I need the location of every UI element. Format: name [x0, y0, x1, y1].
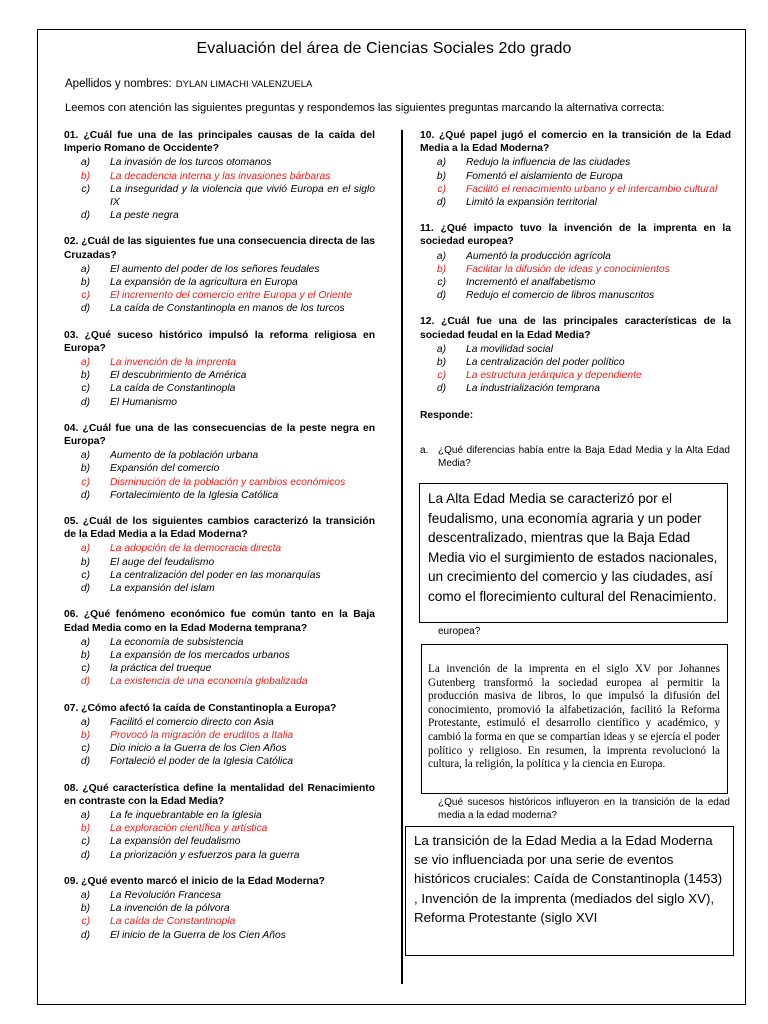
option[interactable] — [64, 449, 375, 462]
answer-box-c[interactable]: La transición de la Edad Media a la Edad Moderna se vio influenciada por una serie de eventos históricos cruciales: Caída de Constantinopla (1453) , Invención de la imprenta (mediados del siglo XV), Reforma Protestante (siglo XVI — [405, 826, 734, 956]
option-text: La centralización del poder en las monarquías — [110, 569, 321, 581]
question-block — [64, 702, 375, 769]
question-text: 03. ¿Qué suceso histórico impulsó la reforma religiosa en Europa? — [64, 329, 375, 354]
option-text: El incremento del comercio entre Europa y el Oriente — [110, 290, 353, 302]
question-block — [64, 608, 375, 688]
option-letter: d) — [80, 210, 90, 222]
option[interactable] — [64, 809, 375, 822]
option-text: La peste negra — [110, 210, 179, 222]
option-letter: c) — [81, 183, 90, 195]
option-letter: a) — [80, 636, 90, 648]
question-block — [420, 222, 731, 302]
option-letter: b) — [436, 263, 446, 275]
option-letter: b) — [436, 357, 446, 369]
question-block — [64, 422, 375, 502]
option-letter: d) — [80, 849, 90, 861]
option[interactable] — [64, 662, 375, 675]
question-text: 11. ¿Qué impacto tuvo la invención de la imprenta en la sociedad europea? — [420, 223, 731, 248]
option-letter: d) — [436, 197, 446, 209]
option-text: Facilitar la difusión de ideas y conocimientos — [466, 263, 670, 275]
option-text: Limitó la expansión territorial — [466, 197, 598, 209]
option-letter: a) — [436, 157, 446, 169]
option-letter: c) — [81, 836, 90, 848]
option-text: La expansión del islam — [110, 583, 215, 595]
option-letter: b) — [80, 556, 90, 568]
option-text: La Revolución Francesa — [110, 889, 222, 901]
option-text: La exploración científica y artística — [110, 823, 268, 835]
option-text: El inicio de la Guerra de los Cien Años — [110, 929, 286, 941]
option-letter: b) — [80, 649, 90, 661]
option-text: La movilidad social — [466, 343, 553, 355]
option-text: Fomentó el aislamiento de Europa — [466, 170, 623, 182]
question-text: 12. ¿Cuál fue una de las principales características de la sociedad feudal en la Edad Media? — [420, 316, 731, 341]
option[interactable] — [64, 582, 375, 595]
option[interactable] — [64, 649, 375, 662]
option-letter: b) — [80, 277, 90, 289]
option-text: La decadencia interna y las invasiones bárbaras — [110, 170, 331, 182]
open-question-text: ¿Qué diferencias había entre la Baja Edad Media y la Alta Edad Media? — [438, 445, 730, 469]
option-letter: d) — [436, 290, 446, 302]
option-text: La estructura jerárquica y dependiente — [466, 370, 642, 382]
option-list — [64, 809, 375, 862]
option-selected[interactable] — [420, 369, 731, 382]
option-letter: d) — [80, 929, 90, 941]
option-text: Redujo la influencia de las ciudades — [466, 157, 631, 169]
option[interactable] — [64, 276, 375, 289]
option[interactable] — [64, 755, 375, 768]
question-text: 05. ¿Cuál de los siguientes cambios caracterizó la transición de la Edad Media a la Edad Moderna? — [64, 516, 375, 541]
option[interactable] — [64, 929, 375, 942]
option-list — [64, 636, 375, 689]
option-letter: a) — [80, 157, 90, 169]
option-letter: c) — [437, 370, 446, 382]
option[interactable] — [64, 849, 375, 862]
option[interactable] — [64, 382, 375, 395]
option-selected[interactable] — [64, 822, 375, 835]
question-text: 01. ¿Cuál fue una de las principales causas de la caída del Imperio Romano de Occidente? — [64, 130, 375, 155]
option-letter: b) — [80, 370, 90, 382]
option-letter: a) — [80, 450, 90, 462]
option-letter: d) — [436, 383, 446, 395]
question-block — [64, 235, 375, 315]
option-letter: d) — [80, 583, 90, 595]
student-line — [65, 78, 312, 90]
question-block — [64, 329, 375, 409]
option-letter: a) — [80, 263, 90, 275]
option-letter: c) — [81, 663, 90, 675]
option-text: Facilitó el renacimiento urbano y el intercambio cultural — [466, 183, 718, 195]
option[interactable] — [420, 250, 731, 263]
option-text: Disminución de la población y cambios económicos — [110, 476, 346, 488]
open-question-text: ¿Qué sucesos históricos influyeron en la transición de la edad media a la edad moderna? — [438, 797, 730, 821]
option[interactable] — [64, 716, 375, 729]
option-text: La fe inquebrantable en la Iglesia — [110, 809, 262, 821]
question-block — [420, 315, 731, 395]
option-text: Aumentó la producción agrícola — [466, 250, 611, 262]
option-list — [420, 250, 731, 303]
option-text: La economía de subsistencia — [110, 636, 244, 648]
question-block — [64, 515, 375, 595]
option-text: Dio inicio a la Guerra de los Cien Años — [110, 743, 287, 755]
option-selected[interactable] — [64, 476, 375, 489]
open-question-b-tail — [420, 626, 730, 640]
option-letter: d) — [80, 303, 90, 315]
option[interactable] — [64, 302, 375, 315]
option[interactable] — [420, 382, 731, 395]
option-letter: c) — [437, 277, 446, 289]
option-letter: d) — [80, 396, 90, 408]
option-text: La existencia de una economía globalizada — [110, 676, 308, 688]
option[interactable] — [420, 170, 731, 183]
option-letter: d) — [80, 489, 90, 501]
option-list — [64, 356, 375, 409]
option-text: La caída de Constantinopla — [110, 916, 236, 928]
page-title: Evaluación del área de Ciencias Sociales 2do grado — [196, 40, 572, 57]
option-text: La invención de la pólvora — [110, 903, 230, 915]
column-divider — [401, 130, 403, 984]
option-selected[interactable] — [64, 170, 375, 183]
option[interactable] — [420, 356, 731, 369]
option[interactable] — [64, 569, 375, 582]
option-text: Aumento de la población urbana — [110, 450, 259, 462]
question-block — [64, 782, 375, 862]
option[interactable] — [64, 889, 375, 902]
option-text: La expansión de los mercados urbanos — [110, 649, 290, 661]
option-letter: c) — [81, 383, 90, 395]
option-letter: b) — [80, 170, 90, 182]
option-text: La expansión del feudalismo — [110, 836, 241, 848]
option-text: La caída de Constantinopla en manos de los turcos — [110, 303, 345, 315]
option-letter: c) — [81, 916, 90, 928]
option-letter: b) — [80, 463, 90, 475]
option[interactable] — [420, 156, 731, 169]
option-letter: b) — [436, 170, 446, 182]
right-column — [420, 129, 731, 422]
option-text: La caída de Constantinopla — [110, 383, 236, 395]
option-text: Facilitó el comercio directo con Asia — [110, 716, 274, 728]
option-letter: a) — [436, 250, 446, 262]
option[interactable] — [64, 462, 375, 475]
option-list — [64, 716, 375, 769]
question-block — [420, 129, 731, 209]
open-question-c — [420, 797, 730, 823]
open-question-a — [420, 445, 730, 470]
question-text: 02. ¿Cuál de las siguientes fue una consecuencia directa de las Cruzadas? — [64, 236, 375, 261]
option[interactable] — [64, 183, 375, 209]
option-letter: b) — [80, 823, 90, 835]
option-text: La adopción de la democracia directa — [110, 543, 282, 555]
option-text: Fortaleció el poder de la Iglesia Católica — [110, 756, 294, 768]
option-text: Fortalecimiento de la Iglesia Católica — [110, 489, 279, 501]
option-text: La invasión de los turcos otomanos — [110, 157, 272, 169]
option-letter: a) — [436, 343, 446, 355]
option-letter: a) — [80, 543, 90, 555]
answer-box-a[interactable]: La Alta Edad Media se caracterizó por el feudalismo, una economía agraria y un poder descentralizado, mientras que la Baja Edad Media vio el surgimiento de estados nacionales, un crecimiento del comercio y las ciudades, así como el florecimiento cultural del Renacimiento. — [419, 483, 728, 623]
option-text: Expansión del comercio — [110, 463, 220, 475]
option[interactable] — [420, 289, 731, 302]
option-selected[interactable] — [420, 263, 731, 276]
option[interactable] — [64, 489, 375, 502]
option[interactable] — [64, 156, 375, 169]
student-name: DYLAN LIMACHI VALENZUELA — [175, 79, 313, 90]
option[interactable] — [420, 276, 731, 289]
option[interactable] — [420, 343, 731, 356]
option-selected[interactable] — [64, 729, 375, 742]
question-text: 04. ¿Cuál fue una de las consecuencias de la peste negra en Europa? — [64, 422, 375, 448]
option-list — [64, 449, 375, 502]
option-letter: a) — [80, 716, 90, 728]
option[interactable] — [64, 835, 375, 848]
question-text: 08. ¿Qué característica define la mentalidad del Renacimiento en contraste con la Edad Media? — [64, 782, 375, 807]
option-letter: a) — [80, 889, 90, 901]
option-text: La inseguridad y la violencia que vivió Europa en el siglo IX — [110, 183, 375, 209]
option-letter: a) — [80, 357, 90, 369]
option-text: El descubrimiento de América — [110, 370, 247, 382]
responde-label: Responde: — [420, 409, 474, 421]
option[interactable] — [64, 902, 375, 915]
option-text: La expansión de la agricultura en Europa — [110, 277, 298, 289]
option-list — [420, 343, 731, 396]
option-list — [64, 889, 375, 942]
option-letter: c) — [81, 290, 90, 302]
option-letter: b) — [80, 903, 90, 915]
option[interactable] — [64, 263, 375, 276]
option-letter: d) — [80, 756, 90, 768]
option-text: El aumento del poder de los señores feudales — [110, 263, 320, 275]
option-text: La priorización y esfuerzos para la guerra — [110, 849, 300, 861]
option-letter: a) — [80, 809, 90, 821]
option[interactable] — [420, 196, 731, 209]
left-column — [64, 129, 375, 955]
option[interactable] — [64, 742, 375, 755]
option-selected[interactable] — [64, 915, 375, 928]
option-text: La centralización del poder político — [466, 357, 625, 369]
question-text: 10. ¿Qué papel jugó el comercio en la transición de la Edad Media a la Edad Moderna? — [420, 130, 731, 155]
open-question-text: europea? — [438, 626, 481, 637]
option-letter: c) — [81, 569, 90, 581]
option[interactable] — [64, 396, 375, 409]
option-text: El auge del feudalismo — [110, 556, 215, 568]
question-block — [64, 875, 375, 942]
option[interactable] — [64, 209, 375, 222]
open-question-letter: a. — [420, 445, 429, 456]
option-letter: c) — [437, 183, 446, 195]
answer-box-b[interactable]: La invención de la imprenta en el siglo XV por Johannes Gutenberg transformó la sociedad europea al permitir la producción masiva de libros, lo que impulsó la difusión del conocimiento, promovió la alfabetización, facilitó la Reforma Protestante, estimuló el desarrollo científico y académico, y cambió la forma en que se compartían ideas y se ejercía el poder político y religioso. En resumen, la imprenta revolucionó la cultura, la religión, la política y la ciencia en Europa. — [421, 644, 728, 794]
option-letter: d) — [80, 676, 90, 688]
question-block — [64, 129, 375, 222]
option-selected[interactable] — [64, 289, 375, 302]
option-selected[interactable] — [64, 675, 375, 688]
option-text: Redujo el comercio de libros manuscritos — [466, 290, 655, 302]
question-text: 07. ¿Cómo afectó la caída de Constantinopla a Europa? — [64, 702, 337, 714]
option[interactable] — [64, 556, 375, 569]
option-selected[interactable] — [64, 542, 375, 555]
question-text: 06. ¿Qué fenómeno económico fue común tanto en la Baja Edad Media como en la Edad Moderna temprana? — [64, 609, 375, 634]
option-list — [420, 156, 731, 209]
option-letter: c) — [81, 743, 90, 755]
option[interactable] — [64, 636, 375, 649]
question-text: 09. ¿Qué evento marcó el inicio de la Edad Moderna? — [64, 875, 325, 887]
option-text: la práctica del trueque — [110, 663, 212, 675]
option-list — [64, 263, 375, 316]
option[interactable] — [64, 369, 375, 382]
option-text: Provocó la migración de eruditos a Italia — [110, 729, 294, 741]
option-selected[interactable] — [420, 183, 731, 196]
option-list — [64, 542, 375, 595]
option-text: El Humanismo — [110, 396, 177, 408]
option-selected[interactable] — [64, 356, 375, 369]
option-letter: b) — [80, 729, 90, 741]
instructions: Leemos con atención las siguientes preguntas y respondemos las siguientes preguntas marcando la alternativa correcta: — [65, 102, 665, 114]
option-text: La industrialización temprana — [466, 383, 600, 395]
student-label: Apellidos y nombres: — [65, 78, 172, 90]
option-list — [64, 156, 375, 222]
option-letter: c) — [81, 476, 90, 488]
option-text: Incrementó el analfabetismo — [466, 277, 596, 289]
option-text: La invención de la imprenta — [110, 357, 236, 369]
